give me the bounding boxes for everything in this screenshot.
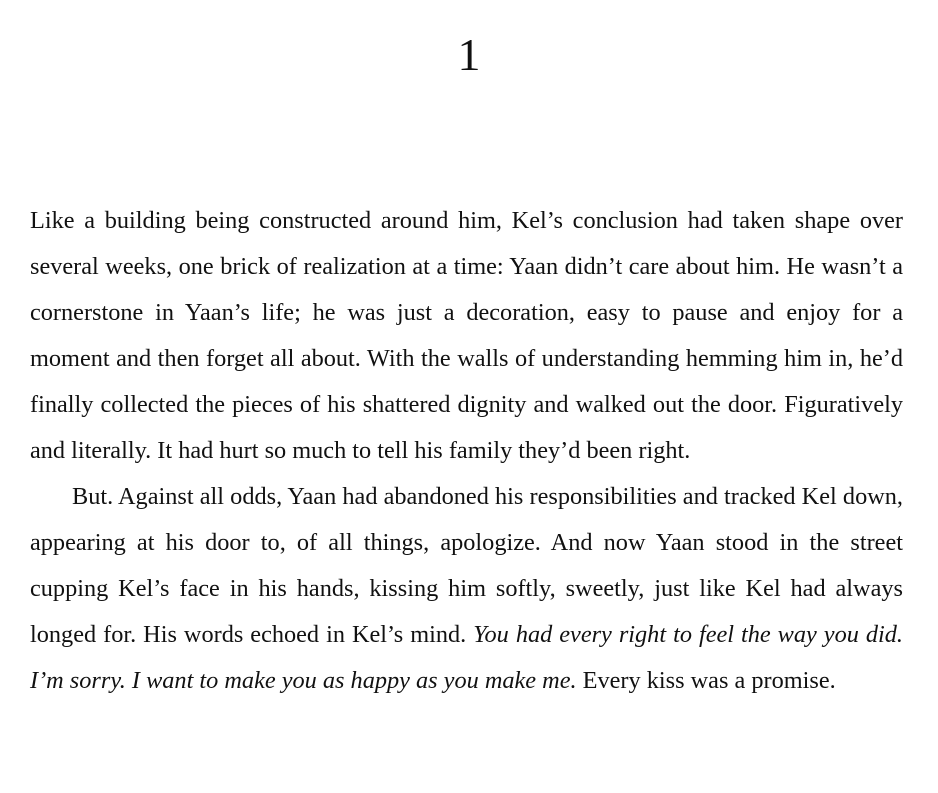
paragraph-2 bbox=[30, 474, 903, 704]
chapter-number: 1 bbox=[457, 29, 481, 80]
chapter-body bbox=[30, 198, 903, 704]
paragraph-2-text: But. Against all odds, Yaan had abandoned his responsibilities and tracked Kel down, appearing at his door to, of all things, apologize. And now Yaan stood in the street cupping Kel’s face in his hands, kissing him softly, sweetly, just like Kel had always longed for. His words echoed in Kel’s mind. bbox=[30, 483, 903, 648]
paragraph-1: Like a building being constructed around him, Kel’s conclusion had taken shape over several weeks, one brick of realization at a time: Yaan didn’t care about him. He wasn’t a cornerstone in Yaan’s life; he was just a decoration, easy to pause and enjoy for a moment and then forget all about. With the walls of understanding hemming him in, he’d finally collected the pieces of his shattered dignity and walked out the door. Figuratively and literally. It had hurt so much to tell his family they’d been right. bbox=[30, 207, 903, 464]
paragraph-2-ending: Every kiss was a promise. bbox=[576, 667, 836, 694]
paragraph-2-italic-quote: You had every right to feel the way you did. I’m sorry. I want to make you as happy as you make me. bbox=[30, 621, 904, 694]
